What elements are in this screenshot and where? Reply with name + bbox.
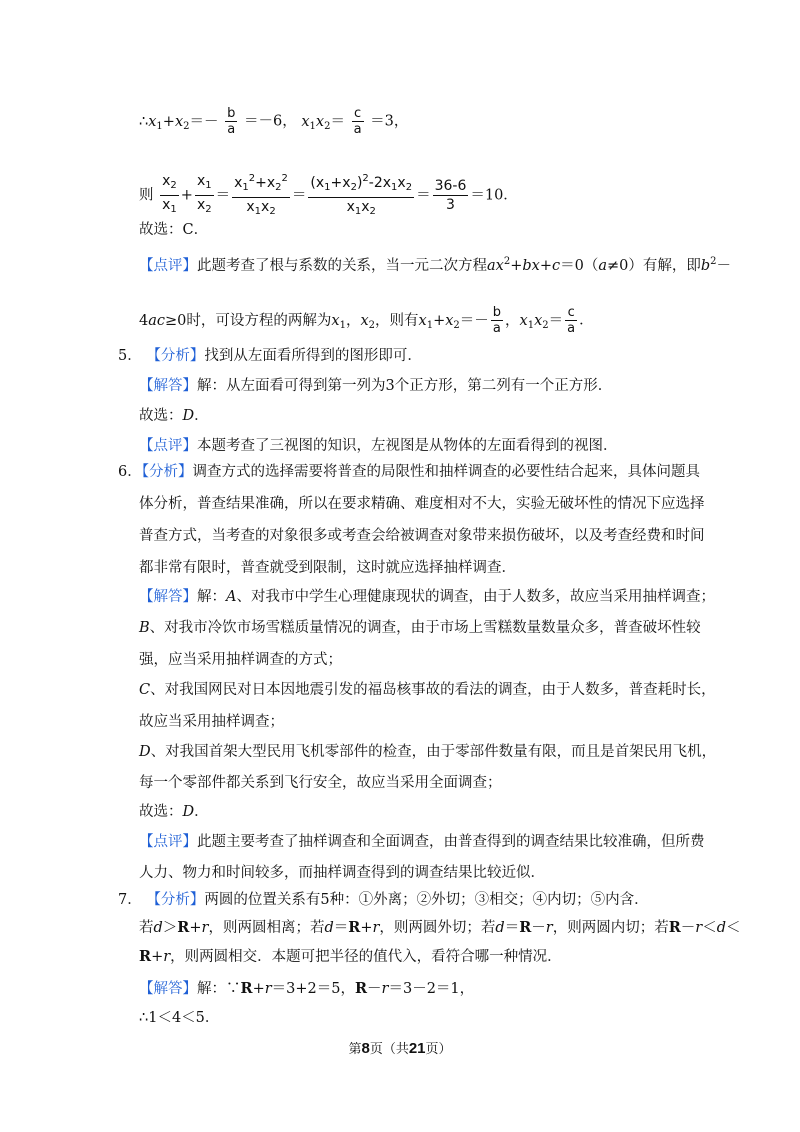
q4-review-cont: 4ac≥0时，可设方程的两解为$x_1$，$x_2$，则有$x_1+x_2=-$ $\frac{b}{a}$ ，$x_1x_2=$ $\frac{c}{a}$ ． bbox=[139, 305, 594, 336]
line-fraction-expression: 则 $\frac{x_2}{x_1}$ + $\frac{x_1}{x_2}$ ＝ $\frac{x_1^2+x_2^2}{x_1x_2}$ ＝ $\frac{(x_1+x_2)^2-2x_1x_2}{x_1x_2}$ ＝ $\frac{36-6}{3}$ ＝10． bbox=[139, 170, 518, 221]
fraction-x2-over-x1: $\frac{x_2}{x_1}$ bbox=[160, 172, 179, 219]
line-root-sum: $\therefore x_1+x_2=-$ $\frac{b}{a}$ ＝－6， $x_1x_2=$ $\frac{c}{a}$ ＝3， bbox=[139, 106, 409, 137]
review-tag: 【点评】 bbox=[139, 258, 197, 274]
q6-analysis-3: 普查方式，当考查的对象很多或考查会给被调查对象带来损伤破坏，以及考查经费和时间 bbox=[139, 528, 705, 544]
q6-analysis-2: 体分析，普查结果准确，所以在要求精确、难度相对不大，实验无破坏性的情况下应选择 bbox=[139, 496, 705, 512]
q5-review: 【点评】本题考查了三视图的知识，左视图是从物体的左面看得到的视图． bbox=[139, 438, 618, 454]
q6-choice: 故选：D． bbox=[139, 804, 209, 820]
q7-analysis: 7． 【分析】两圆的位置关系有5种：①外离；②外切；③相交；④内切；⑤内含． bbox=[118, 892, 649, 908]
q6-analysis-4: 都非常有限时，普查就受到限制，这时就应选择抽样调查． bbox=[139, 560, 516, 576]
q6-answer-d1: D、对我国首架大型民用飞机零部件的检查，由于零部件数量有限，而且是首架民用飞机， bbox=[139, 744, 717, 760]
fraction-numeric: $\frac{36-6}{3}$ bbox=[434, 178, 467, 213]
q7-answer-2: ∴1＜4＜5． bbox=[139, 1010, 220, 1026]
q7-answer: 【解答】解：∵R+r＝3+2＝5，R－r＝3－2＝1， bbox=[139, 980, 475, 997]
q4-review: 【点评】此题考查了根与系数的关系，当一元二次方程$ax^2+bx+c=0(a\ne 0)$有解，即$b^2-$ bbox=[139, 256, 732, 274]
q5-answer: 【解答】解：从左面看可得到第一列为3个正方形，第二列有一个正方形． bbox=[139, 378, 613, 394]
q7-analysis-2: 若d＞R+r，则两圆相离；若d＝R+r，则两圆外切；若d＝R－r，则两圆内切；若R－r＜d＜ bbox=[139, 919, 741, 936]
page-footer: 第8页（共21页） bbox=[348, 1040, 452, 1057]
q6-answer-a: 【解答】解：A、对我市中学生心理健康现状的调查，由于人数多，故应当采用抽样调查； bbox=[139, 589, 715, 605]
q6-answer-b1: B、对我市冷饮市场雪糕质量情况的调查，由于市场上雪糕数量数量众多，普查破坏性较 bbox=[139, 620, 701, 636]
fraction-c-over-a: $\frac{c}{a}$ bbox=[353, 106, 362, 137]
q6-answer-c1: C、对我国网民对日本因地震引发的福岛核事故的看法的调查，由于人数多，普查耗时长， bbox=[139, 682, 716, 698]
fraction-sum-squares: $\frac{x_1^2+x_2^2}{x_1x_2}$ bbox=[232, 170, 290, 221]
q6-review-2: 人力、物力和时间较多，而抽样调查得到的调查结果比较近似． bbox=[139, 865, 545, 881]
q6-analysis: 6．【分析】调查方式的选择需要将普查的局限性和抽样调查的必要性结合起来，具体问题具 bbox=[118, 464, 700, 480]
fraction-x1-over-x2: $\frac{x_1}{x_2}$ bbox=[195, 172, 214, 219]
q5-analysis: 5． 【分析】找到从左面看所得到的图形即可． bbox=[118, 348, 422, 364]
fraction-b-over-a-2: $\frac{b}{a}$ bbox=[492, 305, 502, 336]
fraction-b-over-a: $\frac{b}{a}$ bbox=[227, 106, 236, 137]
q6-answer-d2: 每一个零部件都关系到飞行安全，故应当采用全面调查； bbox=[139, 775, 502, 791]
q7-analysis-3: R+r，则两圆相交．本题可把半径的值代入，看符合哪一种情况． bbox=[139, 948, 562, 965]
q5-choice: 故选：D． bbox=[139, 408, 209, 424]
q6-answer-c2: 故应当采用抽样调查； bbox=[139, 714, 284, 730]
fraction-c-over-a-2: $\frac{c}{a}$ bbox=[567, 305, 576, 336]
fraction-expanded: $\frac{(x_1+x_2)^2-2x_1x_2}{x_1x_2}$ bbox=[308, 170, 414, 221]
q6-answer-b2: 强，应当采用抽样调查的方式； bbox=[139, 652, 342, 668]
q4-choice: 故选：C． bbox=[139, 222, 209, 238]
q6-review: 【点评】此题主要考查了抽样调查和全面调查，由普查得到的调查结果比较准确，但所费 bbox=[139, 834, 705, 850]
